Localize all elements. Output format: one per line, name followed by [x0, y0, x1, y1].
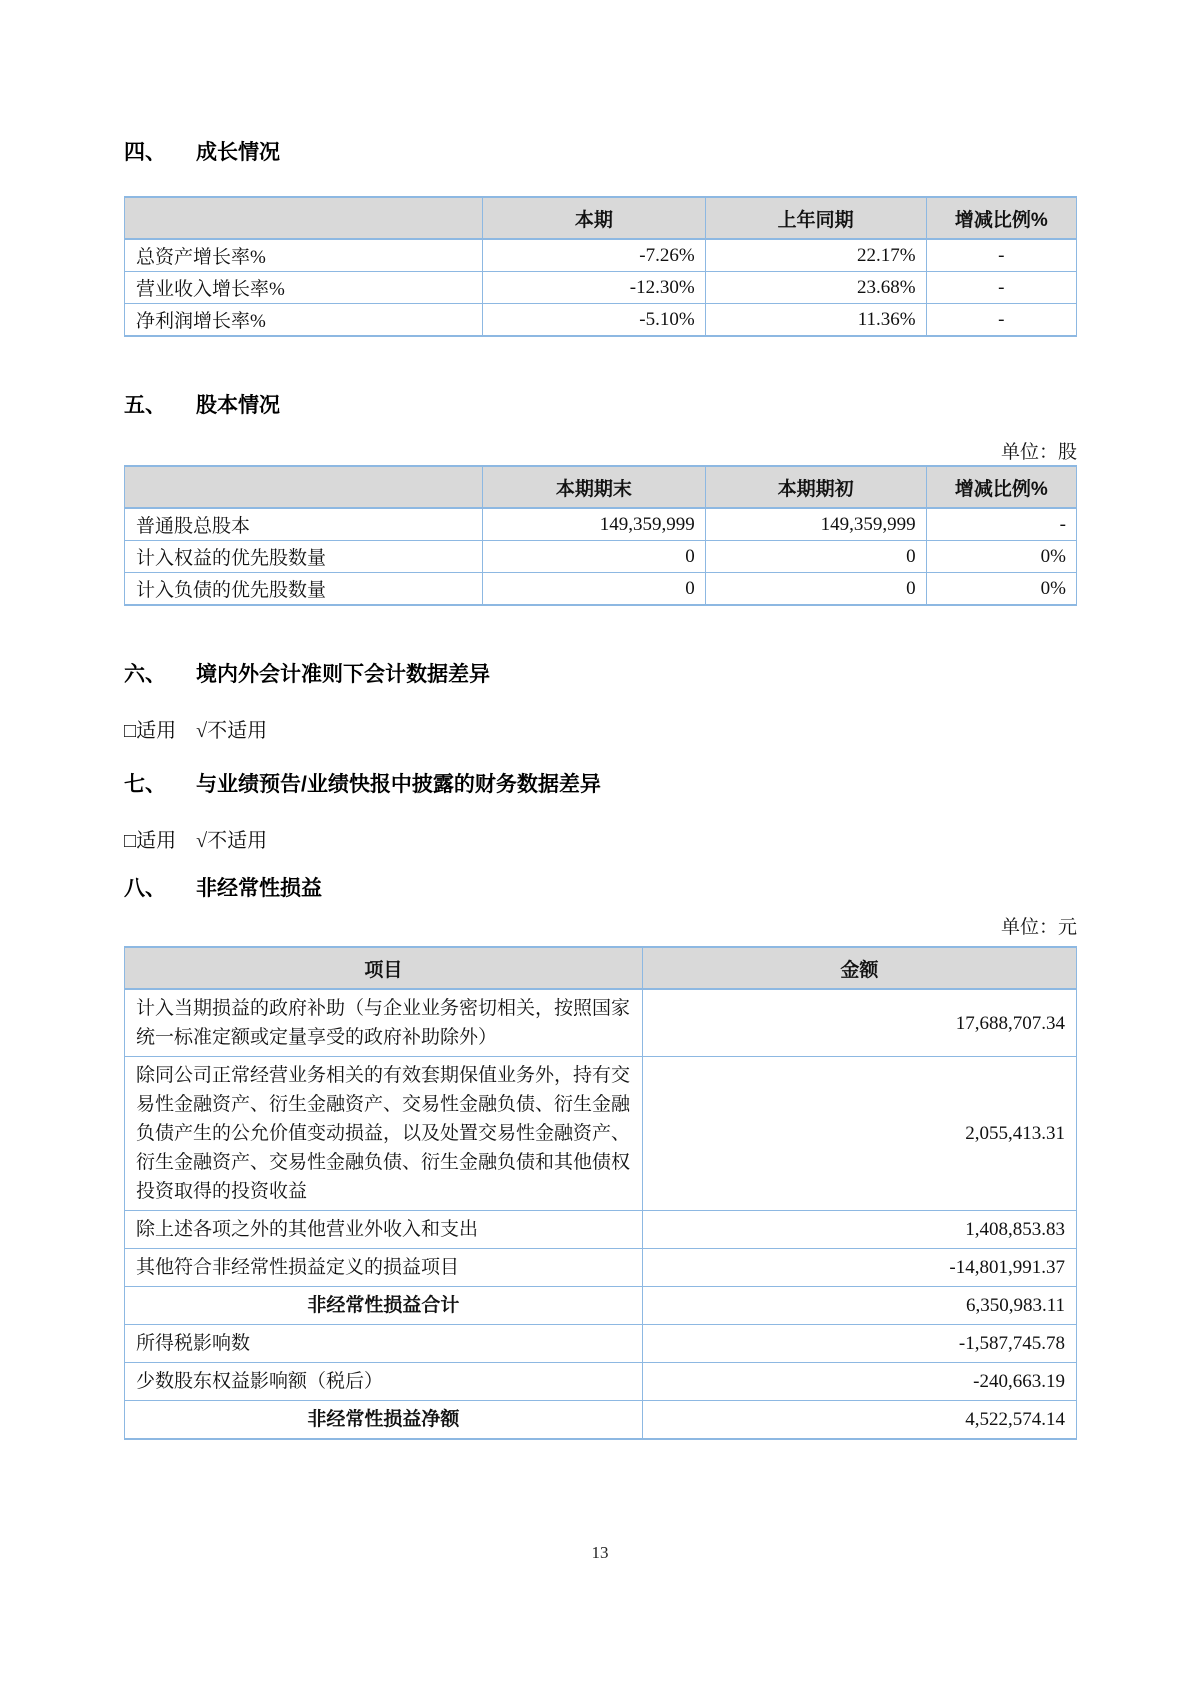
col-header-period-begin: 本期期初: [705, 466, 926, 508]
item-cell: 除同公司正常经营业务相关的有效套期保值业务外，持有交易性金融资产、衍生金融资产、交易性金融负债、衍生金融负债产生的公允价值变动损益，以及处置交易性金融资产、衍生金融资产、交易性金融负债、衍生金融负债和其他债权投资取得的投资收益: [125, 1057, 643, 1211]
cell-prior: 11.36%: [705, 304, 926, 337]
section-number: 八、: [124, 877, 166, 900]
col-header-item: 项目: [125, 947, 643, 989]
col-header-change: 增减比例%: [926, 466, 1076, 508]
cell-end: 0: [482, 541, 705, 573]
amount-cell: 1,408,853.83: [642, 1211, 1076, 1249]
checkbox-applicable: □适用: [124, 720, 177, 742]
share-header-row: [125, 466, 1077, 508]
cell-change: -: [926, 508, 1076, 541]
cell-begin: 0: [705, 573, 926, 606]
col-header-prior: 上年同期: [705, 197, 926, 239]
table-row: [125, 989, 1077, 1057]
cell-prior: 23.68%: [705, 272, 926, 304]
section-heading-share-capital: [124, 393, 1077, 419]
row-label: 计入负债的优先股数量: [125, 573, 483, 606]
section-title: 成长情况: [196, 141, 280, 164]
share-capital-table: [124, 465, 1077, 606]
checkbox-not-applicable: √不适用: [196, 720, 268, 742]
section-heading-nonrecurring: [124, 876, 1077, 902]
section-number: 六、: [124, 663, 166, 686]
cell-change: -: [926, 239, 1076, 272]
row-label: 总资产增长率%: [125, 239, 483, 272]
table-row-total: [125, 1401, 1077, 1440]
nonrecurring-table: [124, 946, 1077, 1440]
applicability-line: [124, 828, 1077, 854]
corner-cell: [125, 466, 483, 508]
table-row-total: [125, 1287, 1077, 1325]
col-header-amount: 金额: [642, 947, 1076, 989]
row-label: 普通股总股本: [125, 508, 483, 541]
row-label: 净利润增长率%: [125, 304, 483, 337]
table-row: [125, 1211, 1077, 1249]
cell-change: -: [926, 272, 1076, 304]
col-header-period-end: 本期期末: [482, 466, 705, 508]
table-row: [125, 239, 1077, 272]
amount-cell: 17,688,707.34: [642, 989, 1076, 1057]
item-cell: 计入当期损益的政府补助（与企业业务密切相关，按照国家统一标准定额或定量享受的政府补助除外）: [125, 989, 643, 1057]
table-row: [125, 573, 1077, 606]
item-cell: 除上述各项之外的其他营业外收入和支出: [125, 1211, 643, 1249]
section-title: 与业绩预告/业绩快报中披露的财务数据差异: [196, 773, 601, 796]
cell-change: 0%: [926, 573, 1076, 606]
corner-cell: [125, 197, 483, 239]
checkbox-not-applicable: √不适用: [196, 830, 268, 852]
item-cell-total: 非经常性损益合计: [125, 1287, 643, 1325]
cell-end: 149,359,999: [482, 508, 705, 541]
nonrecurring-header-row: [125, 947, 1077, 989]
table-row: [125, 1325, 1077, 1363]
cell-change: 0%: [926, 541, 1076, 573]
table-row: [125, 541, 1077, 573]
item-cell: 其他符合非经常性损益定义的损益项目: [125, 1249, 643, 1287]
cell-current: -12.30%: [482, 272, 705, 304]
cell-begin: 0: [705, 541, 926, 573]
col-header-current: 本期: [482, 197, 705, 239]
table-row: [125, 1249, 1077, 1287]
item-cell: 少数股东权益影响额（税后）: [125, 1363, 643, 1401]
unit-label-yuan: 单位：元: [1000, 917, 1077, 938]
table-row: [125, 1057, 1077, 1211]
page-number: 13: [591, 1543, 609, 1562]
amount-cell: -14,801,991.37: [642, 1249, 1076, 1287]
col-header-change: 增减比例%: [926, 197, 1076, 239]
growth-header-row: [125, 197, 1077, 239]
checkbox-applicable: □适用: [124, 830, 177, 852]
cell-current: -7.26%: [482, 239, 705, 272]
item-cell-total: 非经常性损益净额: [125, 1401, 643, 1440]
amount-cell: 2,055,413.31: [642, 1057, 1076, 1211]
cell-current: -5.10%: [482, 304, 705, 337]
section-heading-accounting-diff: [124, 662, 1077, 688]
row-label: 计入权益的优先股数量: [125, 541, 483, 573]
amount-cell: -1,587,745.78: [642, 1325, 1076, 1363]
table-row: [125, 508, 1077, 541]
section-title: 非经常性损益: [196, 877, 322, 900]
section-heading-growth: [124, 140, 1077, 166]
table-row: [125, 1363, 1077, 1401]
applicability-line: [124, 718, 1077, 744]
table-row: [125, 304, 1077, 337]
unit-label-share: 单位：股: [1000, 442, 1077, 463]
amount-cell: 6,350,983.11: [642, 1287, 1076, 1325]
cell-change: -: [926, 304, 1076, 337]
section-title: 境内外会计准则下会计数据差异: [196, 663, 490, 686]
section-number: 五、: [124, 394, 166, 417]
table-row: [125, 272, 1077, 304]
item-cell: 所得税影响数: [125, 1325, 643, 1363]
row-label: 营业收入增长率%: [125, 272, 483, 304]
cell-end: 0: [482, 573, 705, 606]
section-number: 七、: [124, 773, 166, 796]
section-heading-forecast-diff: [124, 772, 1077, 798]
section-number: 四、: [124, 141, 166, 164]
cell-begin: 149,359,999: [705, 508, 926, 541]
cell-prior: 22.17%: [705, 239, 926, 272]
amount-cell: 4,522,574.14: [642, 1401, 1076, 1440]
growth-table: [124, 196, 1077, 337]
amount-cell: -240,663.19: [642, 1363, 1076, 1401]
section-title: 股本情况: [196, 394, 280, 417]
